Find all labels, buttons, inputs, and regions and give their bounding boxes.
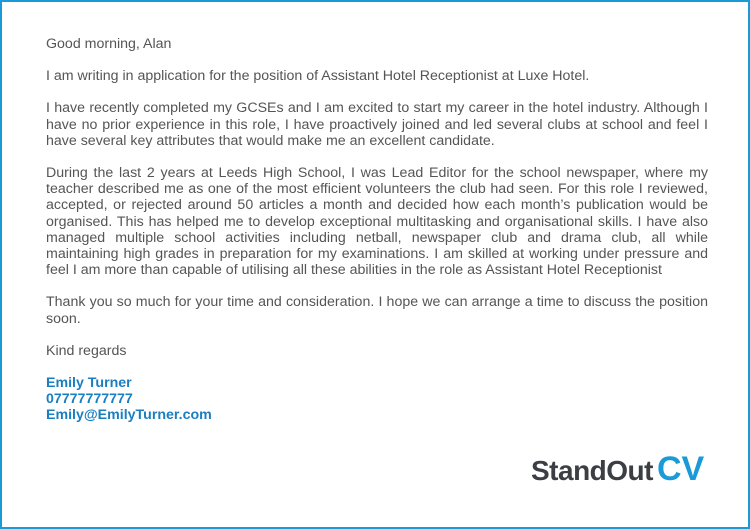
- closing: Kind regards: [46, 342, 127, 359]
- signature-email: Emily@EmilyTurner.com: [46, 407, 212, 424]
- cover-letter: [46, 36, 708, 424]
- paragraph-experience: During the last 2 years at Leeds High School, I was Lead Editor for the school newspaper, where my teacher described me as one of the most efficient volunteers the club had seen. For this role I reviewed, accepted, or rejected around 50 articles a month and decided how each month’s publication would be organised. This has helped me to develop exceptional multitasking and organisational skills. I have also managed multiple school activities including netball, newspaper club and drama club, all while maintaining high grades in preparation for my examinations. I am skilled at working under pressure and feel I am more than capable of utilising all these abilities in the role as Assistant Hotel Receptionist: [46, 165, 708, 279]
- paragraph-background: I have recently completed my GCSEs and I am excited to start my career in the hotel industry. Although I have no prior experience in this role, I have proactively joined and led several clubs at school and feel I have several key attributes that would make me an excellent candidate.: [46, 100, 708, 149]
- logo-cv-text: CV: [657, 450, 705, 488]
- paragraph-thanks: Thank you so much for your time and consideration. I hope we can arrange a time to discuss the position soon.: [46, 294, 708, 327]
- logo-brand-text: StandOut: [531, 455, 653, 486]
- paragraph-intro: I am writing in application for the position of Assistant Hotel Receptionist at Luxe Hotel.: [46, 68, 590, 85]
- signature-block: [46, 375, 708, 424]
- greeting: Good morning, Alan: [46, 36, 172, 52]
- standout-cv-logo: [531, 450, 704, 489]
- signature-name: Emily Turner: [46, 375, 132, 392]
- signature-phone: 07777777777: [46, 391, 133, 408]
